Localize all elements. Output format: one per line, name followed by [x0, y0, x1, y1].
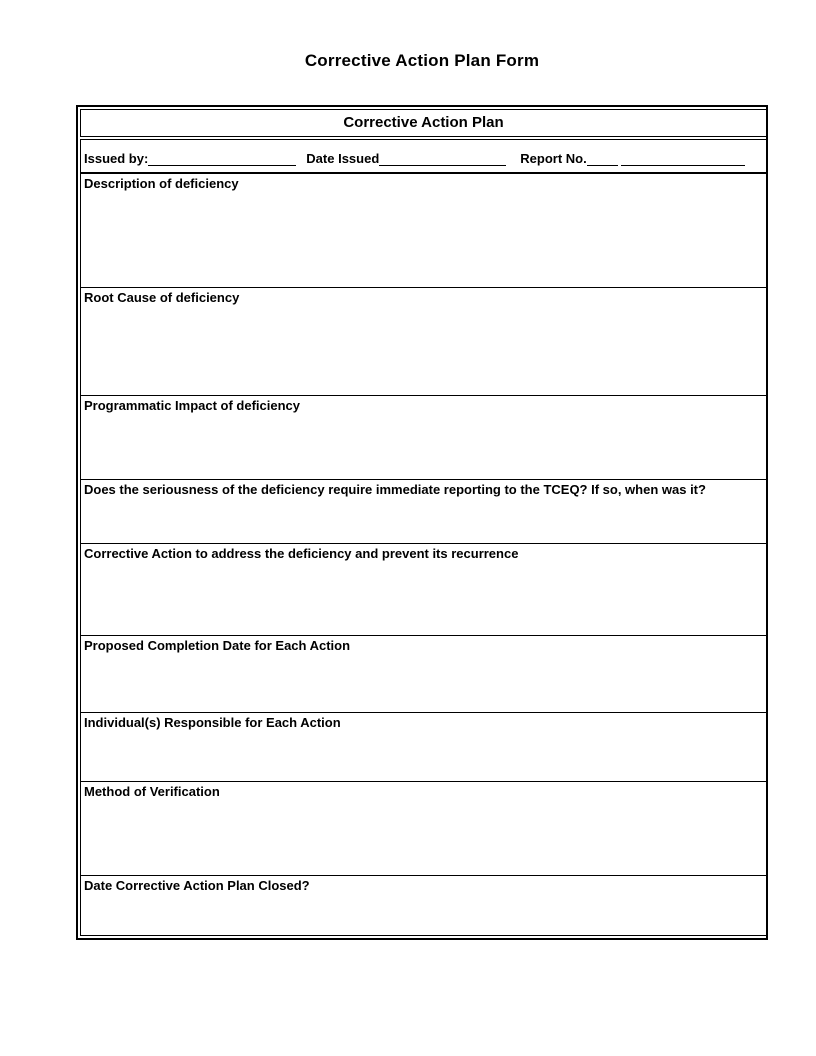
section-label: Method of Verification — [84, 784, 220, 799]
section-label: Programmatic Impact of deficiency — [84, 398, 301, 413]
section-label: Individual(s) Responsible for Each Action — [84, 715, 341, 730]
section-proposed-completion-date — [81, 636, 766, 713]
date-issued-label: Date Issued — [306, 150, 380, 166]
issued-by-field[interactable] — [148, 153, 296, 166]
section-programmatic-impact — [81, 396, 766, 480]
section-method-of-verification — [81, 782, 766, 876]
programmatic-impact-field[interactable] — [84, 413, 763, 476]
corrective-action-field[interactable] — [84, 561, 763, 632]
date-issued-field[interactable] — [379, 153, 506, 166]
section-description-of-deficiency — [81, 174, 766, 288]
section-label: Description of deficiency — [84, 176, 239, 191]
report-no-field-continued[interactable] — [621, 153, 745, 166]
tceq-reporting-field[interactable] — [84, 497, 763, 540]
form-header-title: Corrective Action Plan — [80, 109, 766, 137]
section-label: Does the seriousness of the deficiency require immediate reporting to the TCEQ? If so, when was it? — [84, 482, 706, 497]
section-label: Corrective Action to address the deficiency and prevent its recurrence — [84, 546, 519, 561]
section-tceq-reporting — [81, 480, 766, 544]
section-date-plan-closed — [81, 876, 766, 935]
section-root-cause — [81, 288, 766, 396]
report-no-label: Report No. — [520, 150, 587, 166]
root-cause-field[interactable] — [84, 305, 763, 392]
corrective-action-plan-form — [76, 105, 768, 940]
page-title: Corrective Action Plan Form — [304, 51, 540, 70]
issued-by-label: Issued by: — [84, 150, 149, 166]
proposed-completion-date-field[interactable] — [84, 653, 763, 709]
section-corrective-action — [81, 544, 766, 636]
description-of-deficiency-field[interactable] — [84, 191, 763, 284]
section-label: Date Corrective Action Plan Closed? — [84, 878, 310, 893]
section-label: Proposed Completion Date for Each Action — [84, 638, 351, 653]
report-no-field[interactable] — [587, 153, 618, 166]
form-body — [80, 139, 766, 936]
section-label: Root Cause of deficiency — [84, 290, 240, 305]
date-plan-closed-field[interactable] — [84, 893, 763, 932]
issued-info-row — [81, 140, 766, 174]
issued-info-line — [81, 140, 766, 172]
individuals-responsible-field[interactable] — [84, 730, 763, 778]
method-of-verification-field[interactable] — [84, 799, 763, 872]
section-individuals-responsible — [81, 713, 766, 782]
